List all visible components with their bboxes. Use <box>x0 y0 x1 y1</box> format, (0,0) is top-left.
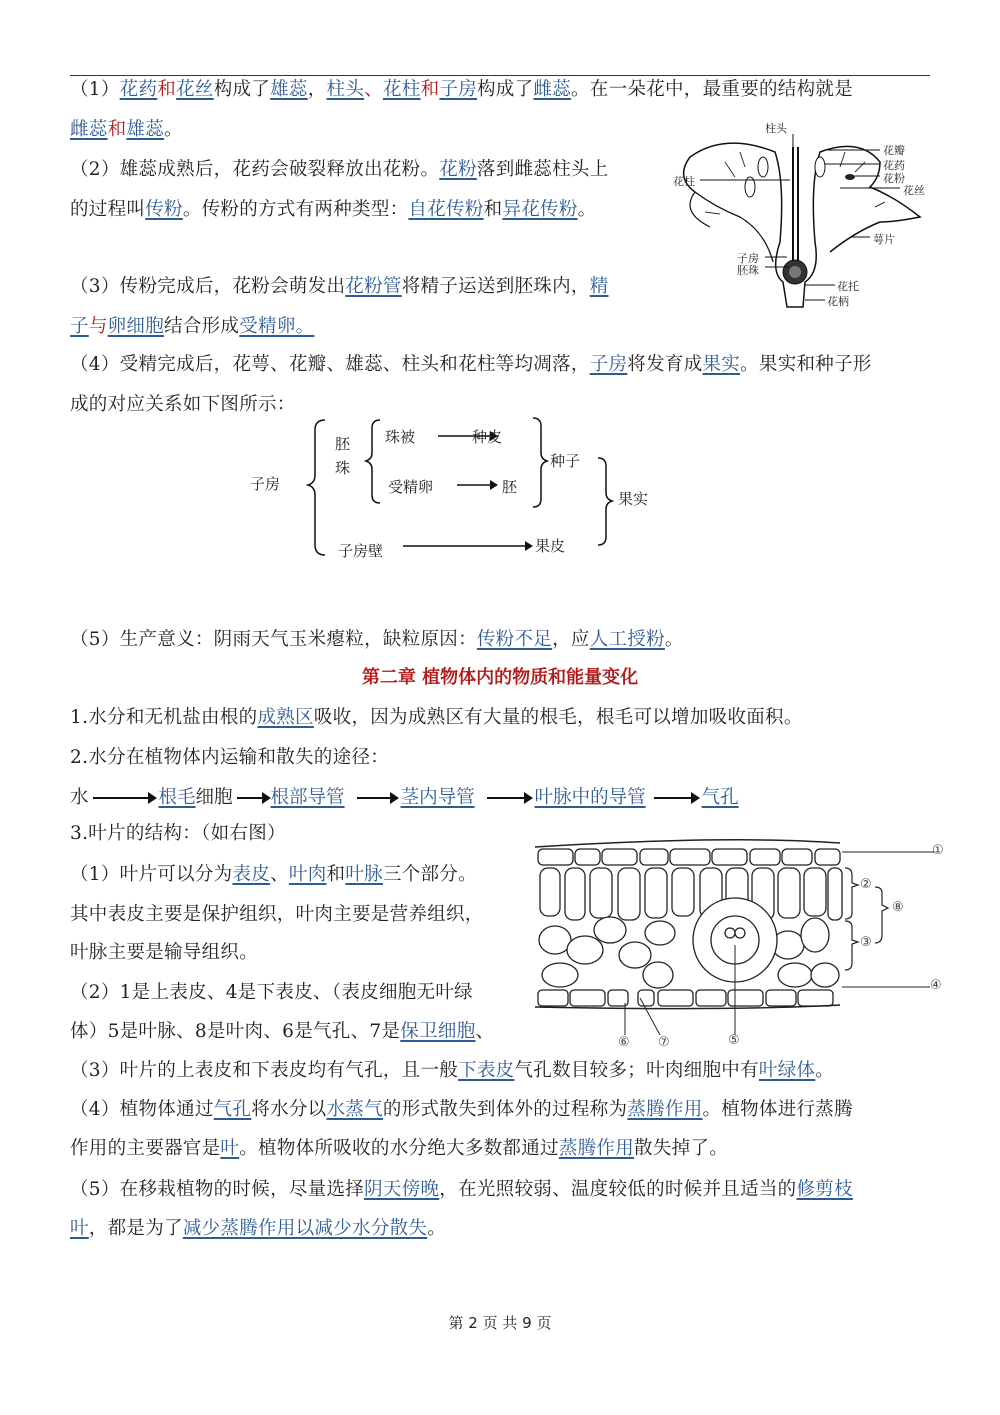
leaf-illustration <box>530 835 950 1050</box>
label-petal: 花瓣 <box>883 144 905 157</box>
text: 和 <box>420 79 440 100</box>
flow-start: 水 <box>70 787 89 808</box>
text: 1.水分和无机盐由根的 <box>70 707 258 728</box>
item-2 <box>70 738 389 778</box>
arrow-icon <box>654 797 698 799</box>
term: 子房 <box>439 79 477 100</box>
flower-diagram <box>665 122 940 312</box>
flow-step: 叶脉中的导管 <box>534 787 646 808</box>
flow-step: 根部导管 <box>270 787 345 808</box>
leaf-2-line-1 <box>70 973 473 1013</box>
term: 异花传粉 <box>502 199 578 220</box>
term: 表皮 <box>232 864 271 885</box>
term: 花柱 <box>382 79 421 100</box>
text: 2.水分在植物体内运输和散失的途径： <box>70 747 390 768</box>
node-integument: 珠被 <box>385 428 416 446</box>
label-4-lower-epidermis: ④ <box>930 978 942 993</box>
leaf-cross-section-diagram <box>530 835 950 1050</box>
term: 保卫细胞 <box>400 1021 476 1042</box>
arrow-icon <box>357 797 397 799</box>
node-pericarp: 果皮 <box>535 537 566 555</box>
text: 三个部分。 <box>382 864 477 885</box>
arrow-icon <box>93 797 155 799</box>
text: 气孔数目较多；叶肉细胞中有 <box>514 1060 759 1081</box>
term: 人工授粉 <box>589 629 665 650</box>
para-2-line-2 <box>70 190 596 230</box>
term: 雄蕊 <box>126 119 165 140</box>
label-stigma: 柱头 <box>765 122 787 135</box>
text: 。 <box>664 629 684 650</box>
label-pollen: 花粉 <box>883 172 905 185</box>
text: 吸收，因为成熟区有大量的根毛，根毛可以增加吸收面积。 <box>313 707 803 728</box>
text: 其中表皮主要是保护组织，叶肉主要是营养组织， <box>70 904 484 925</box>
label-filament: 花丝 <box>903 184 925 197</box>
text: 和 <box>483 199 503 220</box>
text: 。传粉的方式有两种类型： <box>182 199 409 220</box>
text: 构成了 <box>213 79 271 100</box>
node-ovule-char1: 胚 <box>335 435 351 453</box>
text: 散失掉了。 <box>634 1138 729 1159</box>
text: 。果实和种子形 <box>740 354 872 375</box>
node-embryo: 胚 <box>502 478 518 496</box>
para-5 <box>70 620 684 660</box>
term: 叶脉 <box>345 864 383 885</box>
flow-step: 茎内导管 <box>400 787 475 808</box>
leaf-1-line-3 <box>70 933 258 973</box>
text: ，都是为了 <box>88 1218 183 1239</box>
text: ，应 <box>552 629 590 650</box>
flow-step: 根毛 <box>158 787 196 808</box>
term: 蒸腾作用 <box>627 1099 703 1120</box>
term: 果实 <box>702 354 741 375</box>
text: 将水分以 <box>251 1099 327 1120</box>
text: （2）雄蕊成熟后，花药会破裂释放出花粉。 <box>70 159 440 180</box>
text: （5）生产意义：阴雨天气玉米瘪粒，缺粒原因： <box>70 629 477 650</box>
term: 雄蕊 <box>270 79 308 100</box>
term: 精 <box>589 276 609 297</box>
label-anther: 花药 <box>883 159 905 172</box>
para-3-line-1 <box>70 267 609 307</box>
text: 与 <box>88 316 108 337</box>
flow-step: 气孔 <box>701 787 739 808</box>
leaf-1-line-1 <box>70 855 477 895</box>
term: 受精卵。 <box>239 316 315 337</box>
water-path-flow <box>70 780 739 816</box>
text: （1） <box>70 79 120 100</box>
text: （4）受精完成后，花萼、花瓣、雄蕊、柱头和花柱等均凋落， <box>70 354 590 375</box>
node-ovule-char2: 珠 <box>335 459 351 477</box>
text: 。植物体所吸收的水分绝大多数都通过 <box>239 1138 559 1159</box>
leaf-2-line-2 <box>70 1012 494 1052</box>
term: 雌蕊 <box>70 119 108 140</box>
text: 和 <box>107 119 127 140</box>
leaf-4-line-2 <box>70 1129 728 1169</box>
text: 的形式散失到体外的过程称为 <box>382 1099 628 1120</box>
text: 叶脉主要是输导组织。 <box>70 942 259 963</box>
label-receptacle: 花托 <box>837 280 859 293</box>
fruit-seed-diagram <box>240 415 670 565</box>
term: 成熟区 <box>257 707 314 728</box>
text: 体）5是叶脉、8是叶肉、6是气孔、7是 <box>70 1021 401 1042</box>
node-fruit: 果实 <box>618 490 649 508</box>
text: 。 <box>815 1060 835 1081</box>
term: 花药 <box>119 79 158 100</box>
text: ， <box>307 79 327 100</box>
text: 成的对应关系如下图所示： <box>70 394 296 415</box>
text: （2）1是上表皮、4是下表皮、（表皮细胞无叶绿 <box>70 982 473 1003</box>
text: ，在光照较弱、温度较低的时候并且适当的 <box>439 1179 797 1200</box>
label-sepal: 萼片 <box>873 233 895 246</box>
term: 修剪枝 <box>796 1179 853 1200</box>
term: 叶 <box>70 1218 89 1239</box>
label-8-mesophyll: ⑧ <box>892 900 904 915</box>
text: 结合形成 <box>164 316 240 337</box>
label-2: ② <box>860 877 872 892</box>
term: 阴天傍晚 <box>364 1179 440 1200</box>
text: 。 <box>577 199 597 220</box>
text: （1）叶片可以分为 <box>70 864 233 885</box>
text: 。 <box>164 119 183 140</box>
term: 传粉不足 <box>476 629 553 650</box>
term: 子 <box>70 316 89 337</box>
text: 构成了 <box>476 79 534 100</box>
term: 减少蒸腾作用以减少水分散失 <box>182 1218 428 1239</box>
text: 作用的主要器官是 <box>70 1138 221 1159</box>
node-seed-coat: 种皮 <box>472 428 503 446</box>
term: 传粉 <box>145 199 183 220</box>
term: 花丝 <box>176 79 214 100</box>
term: 自花传粉 <box>408 199 484 220</box>
label-pedicel: 花柄 <box>827 295 849 308</box>
node-ovary-wall: 子房壁 <box>338 542 384 560</box>
node-zygote: 受精卵 <box>388 478 434 496</box>
para-1-line-2 <box>70 110 183 150</box>
term: 叶 <box>220 1138 240 1159</box>
text: （3）叶片的上表皮和下表皮均有气孔，且一般 <box>70 1060 459 1081</box>
diagram-brackets <box>240 415 670 565</box>
arrow-icon <box>237 797 269 799</box>
term: 下表皮 <box>458 1060 515 1081</box>
page-number: 第 2 页 共 9 页 <box>448 1314 552 1332</box>
flow-step: 细胞 <box>195 787 233 808</box>
term: 叶绿体 <box>758 1060 816 1081</box>
text: 。在一朵花中，最重要的结构就是 <box>571 79 854 100</box>
text: 的过程叫 <box>70 199 146 220</box>
text: 将发育成 <box>627 354 703 375</box>
text: 、 <box>270 864 289 885</box>
leaf-5-line-2 <box>70 1209 446 1249</box>
text: （5）在移栽植物的时候，尽量选择 <box>70 1179 365 1200</box>
text: 和 <box>326 864 346 885</box>
chapter-title: 第二章 植物体内的物质和能量变化 <box>361 667 639 688</box>
leaf-3 <box>70 1051 834 1091</box>
label-7-guard-cell: ⑦ <box>658 1035 670 1050</box>
text: 、 <box>364 79 383 100</box>
item-1 <box>70 698 803 738</box>
node-ovary: 子房 <box>250 475 281 493</box>
text: 、 <box>475 1021 495 1042</box>
term: 水蒸气 <box>326 1099 383 1120</box>
text: 将精子运送到胚珠内， <box>401 276 590 297</box>
label-3: ③ <box>860 935 872 950</box>
label-5-vein: ⑤ <box>728 1033 740 1048</box>
leaf-1-line-2 <box>70 895 484 935</box>
para-3-line-2 <box>70 307 314 347</box>
term: 花粉管 <box>345 276 402 297</box>
label-6-stoma: ⑥ <box>618 1035 630 1050</box>
term: 蒸腾作用 <box>558 1138 635 1159</box>
term: 气孔 <box>213 1099 252 1120</box>
label-1-upper-epidermis: ① <box>932 843 944 858</box>
text: 和 <box>157 79 177 100</box>
label-style: 花柱 <box>673 175 695 188</box>
text: （3）传粉完成后，花粉会萌发出 <box>70 276 346 297</box>
term: 雌蕊 <box>533 79 571 100</box>
leaf-4-line-1 <box>70 1090 853 1130</box>
text: 落到雌蕊柱头上 <box>476 159 609 180</box>
node-seed: 种子 <box>550 452 581 470</box>
term: 花粉 <box>439 159 477 180</box>
para-1-line-1 <box>70 70 853 110</box>
term: 子房 <box>589 354 628 375</box>
term: 叶肉 <box>288 864 327 885</box>
arrow-icon <box>487 797 531 799</box>
text: （4）植物体通过 <box>70 1099 214 1120</box>
text: 3.叶片的结构：（如右图） <box>70 823 286 844</box>
para-4-line-1 <box>70 345 872 385</box>
term: 柱头 <box>326 79 365 100</box>
label-ovary: 子房 <box>737 252 759 265</box>
label-ovule: 胚珠 <box>737 264 759 277</box>
text: 。植物体进行蒸腾 <box>702 1099 853 1120</box>
item-3 <box>70 814 286 854</box>
leaf-5-line-1 <box>70 1170 853 1210</box>
para-2-line-1 <box>70 150 609 190</box>
term: 卵细胞 <box>107 316 165 337</box>
text: 。 <box>427 1218 447 1239</box>
